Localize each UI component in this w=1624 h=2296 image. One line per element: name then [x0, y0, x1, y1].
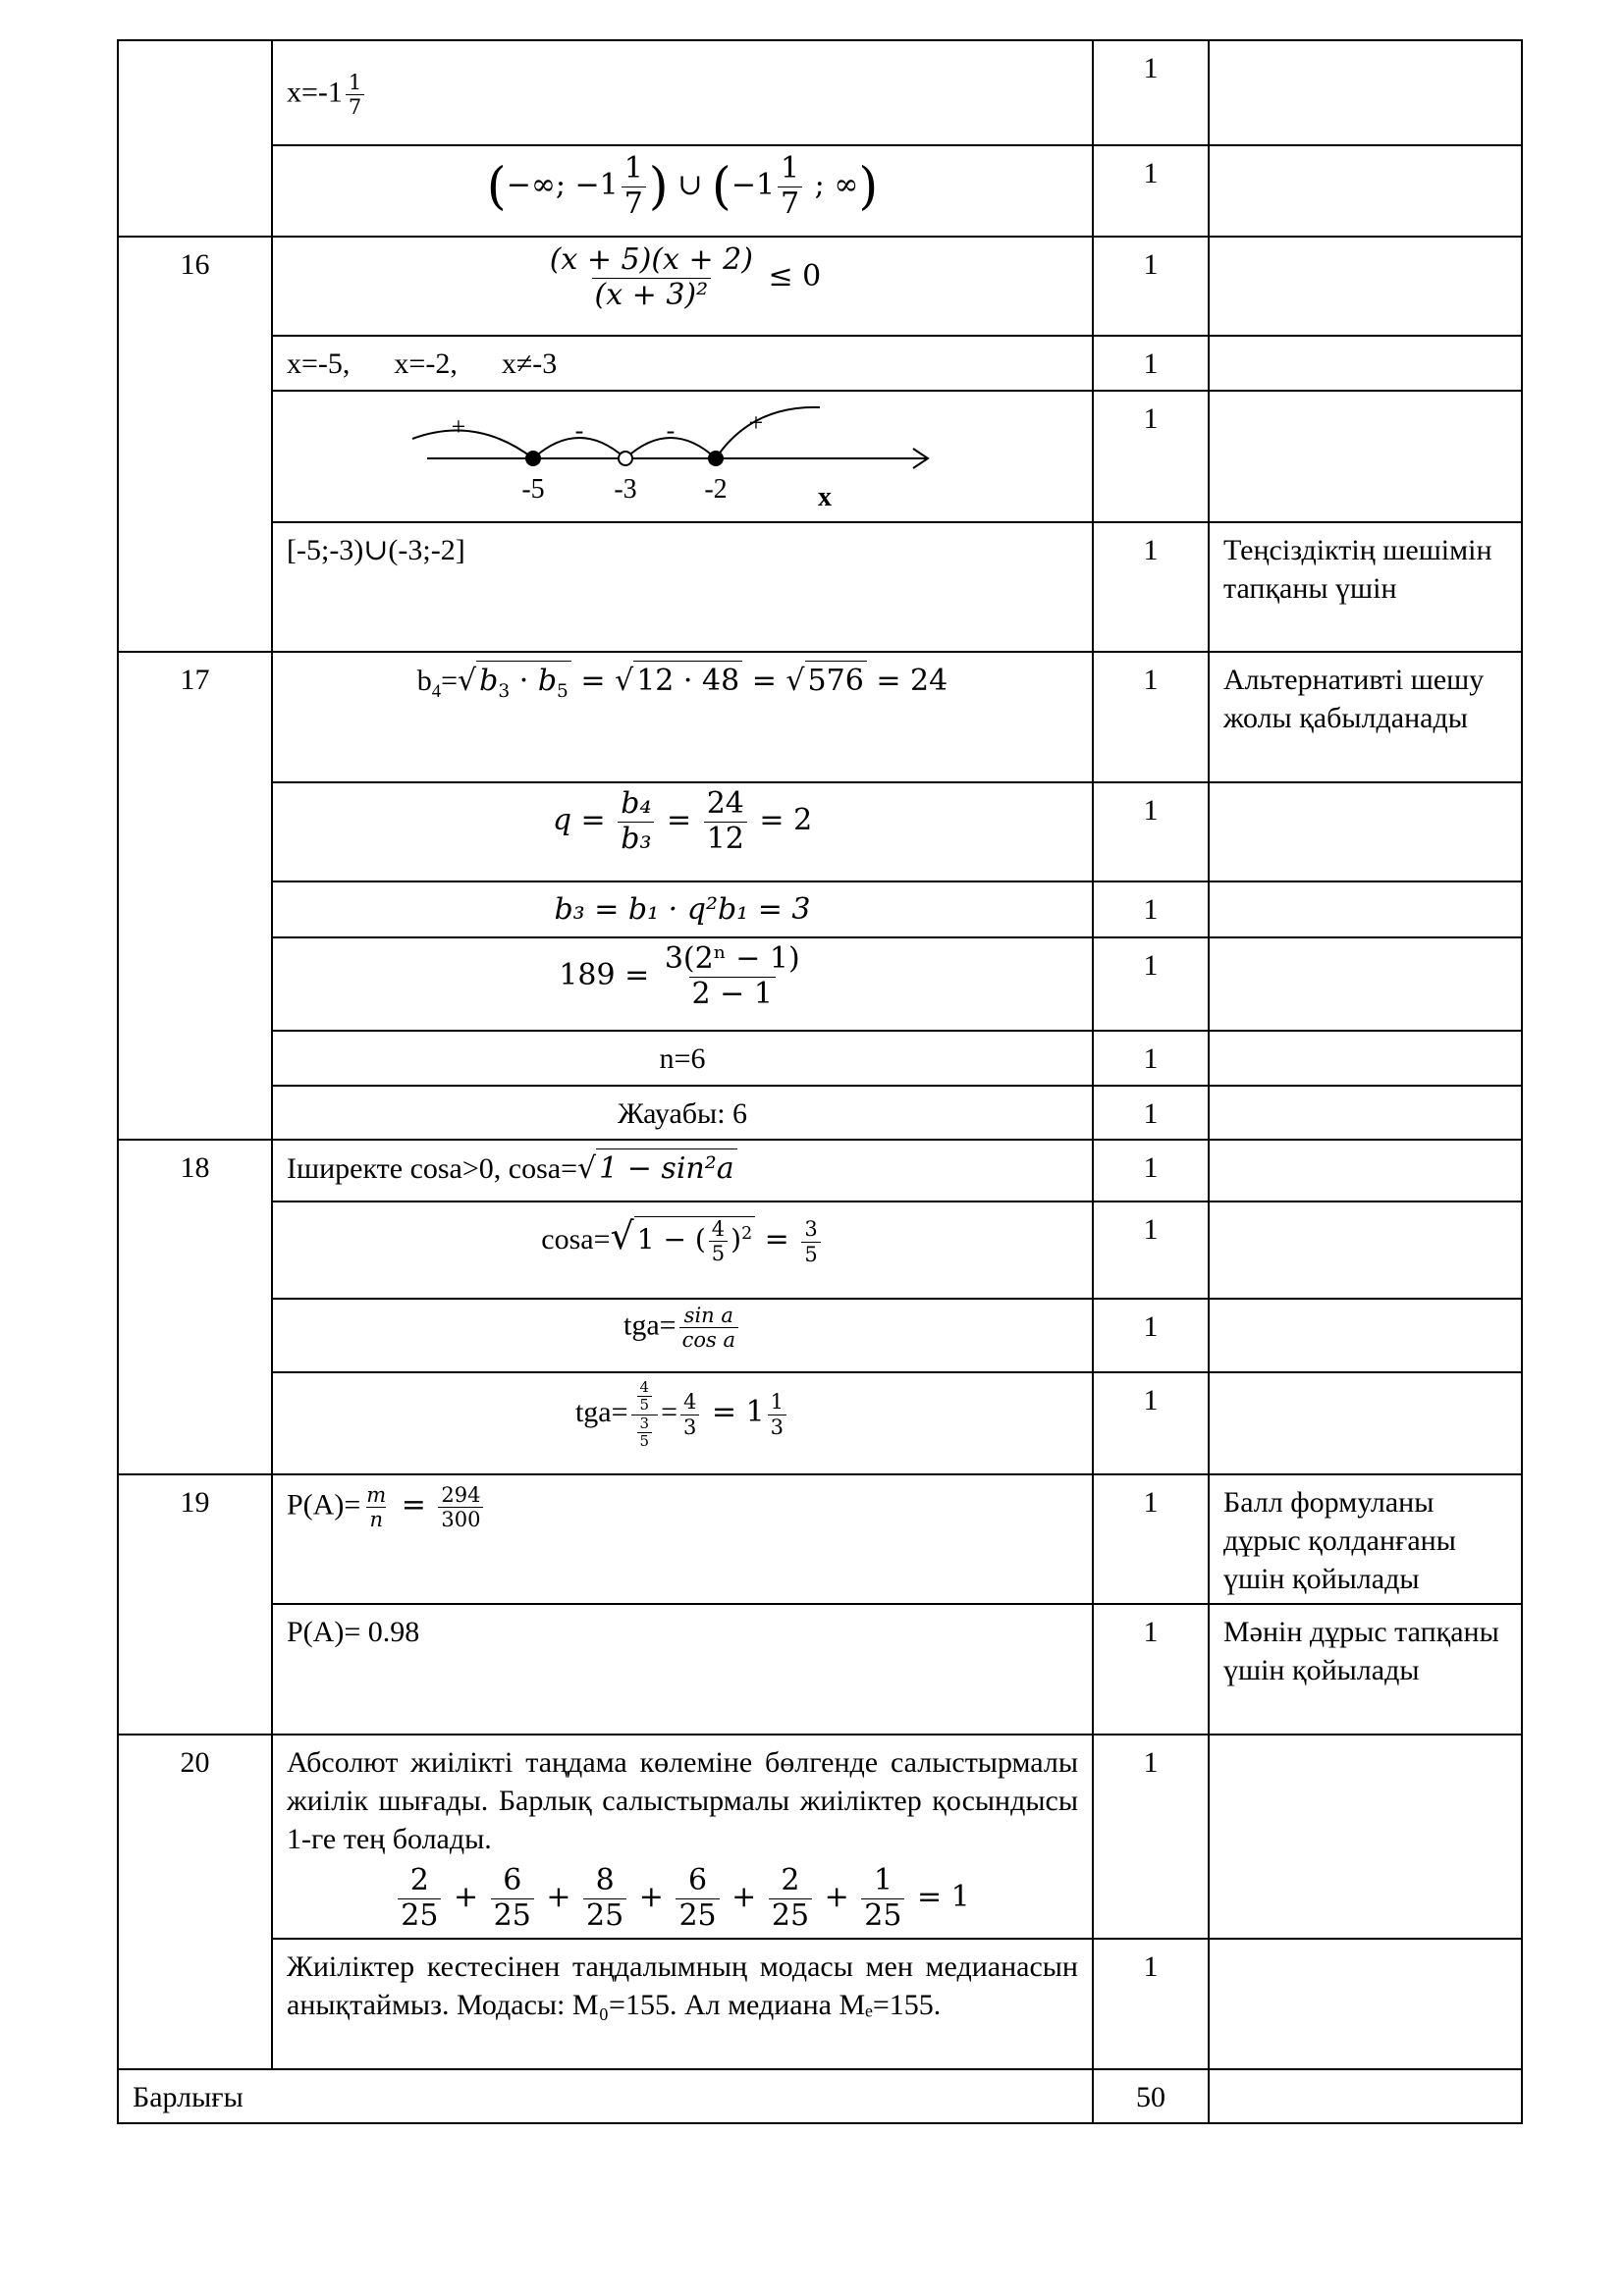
- note-cell: [1209, 881, 1522, 937]
- note-cell: [1209, 1031, 1522, 1086]
- fraction-sum: $\frac{2}{25}$ + $\frac{6}{25}$ + $\frac{8}{25}$ + $\frac{6}{25}$ + $\frac{2}{25}$ + $\frac{1}{25}$ = 1: [287, 1864, 1078, 1933]
- note-cell: [1209, 237, 1522, 336]
- note-cell: [1209, 1140, 1522, 1201]
- score-cell: 1: [1093, 1086, 1209, 1140]
- fraction: $\frac{1}{7}$: [622, 152, 646, 221]
- score-cell: 1: [1093, 782, 1209, 881]
- fraction: $\frac{(x + 5)(x + 2)}{\text{(x + 3)²}}$: [549, 242, 753, 312]
- solution-step: P(A)= 0.98: [272, 1604, 1093, 1735]
- solution-step: q = $\frac{\text{b₄}}{\text{b₃}}$ = $\frac{24}{12}$ = 2: [272, 782, 1093, 881]
- fraction: $\frac{1}{7}$: [778, 152, 802, 221]
- sign-label: -: [574, 416, 584, 445]
- score-cell: 1: [1093, 1299, 1209, 1372]
- note-cell: [1209, 40, 1522, 145]
- table-row: [118, 1939, 1522, 2069]
- task-number: 18: [118, 1140, 272, 1474]
- note-cell: [1209, 1735, 1522, 1939]
- note-cell: [1209, 2069, 1522, 2123]
- sqrt: √ 12 · 48: [615, 661, 742, 700]
- sign-arc: [412, 431, 533, 458]
- table-row: [118, 881, 1522, 937]
- solution-step: b₃ = b₁ · q²b₁ = 3: [272, 881, 1093, 937]
- solution-step: [-5;-3)∪(-3;-2]: [272, 522, 1093, 652]
- score-cell: 1: [1093, 652, 1209, 782]
- solution-step: tga= $\frac{\frac{4}{5}}{\frac{3}{5}}$ = $\frac{4}{3}$ = 1 $\frac{1}{3}$: [272, 1372, 1093, 1474]
- score-cell: 1: [1093, 522, 1209, 652]
- total-label: Барлығы: [118, 2069, 1093, 2123]
- table-row: [118, 652, 1522, 782]
- solution-step: Жауабы: 6: [272, 1086, 1093, 1140]
- sqrt: √ 1 − sin²a: [577, 1148, 737, 1188]
- open-point-icon: [619, 452, 632, 465]
- table-row: [118, 336, 1522, 391]
- score-cell: 1: [1093, 237, 1209, 336]
- point-label: -3: [614, 474, 637, 505]
- score-cell: 1: [1093, 1031, 1209, 1086]
- sign-label: -: [666, 416, 676, 445]
- table-row: [118, 1474, 1522, 1604]
- solution-step: $b_4=√$ $b_3 \cdot b_5$ = √ 12 · 48 = √ 576 = 24: [272, 652, 1093, 782]
- fraction: $\frac{24}{12}$: [704, 787, 747, 856]
- note-cell: Альтернативті шешу жолы қабылданады: [1209, 652, 1522, 782]
- table-row: [118, 40, 1522, 145]
- table-row: [118, 1086, 1522, 1140]
- sqrt: √ 576: [785, 661, 866, 700]
- table-row: [118, 1372, 1522, 1474]
- step-text: x=-1: [287, 76, 343, 109]
- score-cell: 1: [1093, 1372, 1209, 1474]
- solution-step: [272, 1735, 1093, 1939]
- task-number: 16: [118, 237, 272, 652]
- note-cell: Мәнін дұрыс тапқаны үшін қойылады: [1209, 1604, 1522, 1735]
- grading-table: [117, 39, 1523, 2124]
- point-label: -2: [704, 474, 728, 505]
- solution-step: P(A)= $\frac{m}{n}$ = $\frac{294}{300}$: [272, 1474, 1093, 1604]
- table-row: [118, 937, 1522, 1031]
- score-cell: 1: [1093, 1140, 1209, 1201]
- fraction: $\frac{1}{7}$: [346, 71, 364, 119]
- solution-step: Іширекте cosa>0, cosa=√ 1 − sin²a: [272, 1140, 1093, 1201]
- solution-step: $\frac{(x + 5)(x + 2)}{\text{(x + 3)²}}$ ≤ 0: [272, 237, 1093, 336]
- score-cell: 1: [1093, 336, 1209, 391]
- note-cell: [1209, 1299, 1522, 1372]
- note-cell: [1209, 336, 1522, 391]
- score-cell: 1: [1093, 145, 1209, 237]
- table-row: [118, 1604, 1522, 1735]
- fraction: $\frac{m}{n}$: [366, 1483, 387, 1532]
- filled-point-icon: [708, 451, 724, 466]
- task-number: 20: [118, 1735, 272, 2069]
- table-row: [118, 1735, 1522, 1939]
- sign-label: +: [451, 412, 466, 441]
- note-cell: [1209, 1086, 1522, 1140]
- fraction: $\frac{4}{5}$: [709, 1217, 728, 1265]
- solution-step: cosa=√ 1 − ( $\frac{4}{5}$ )$^2$ = $\frac{3}{5}$: [272, 1201, 1093, 1299]
- fraction: $\frac{\text{b₄}}{\text{b₃}}$: [618, 787, 654, 856]
- explanation-text: Абсолют жиілікті таңдама көлеміне бөлгенде салыстырмалы жиілік шығады. Барлық салыстырмалы жиіліктер қосындысы 1-ге тең болады.: [287, 1746, 1078, 1855]
- note-cell: [1209, 391, 1522, 522]
- solution-step: [272, 40, 1093, 145]
- number-line-diagram: [407, 396, 957, 513]
- score-cell: 1: [1093, 1939, 1209, 2069]
- note-cell: [1209, 1372, 1522, 1474]
- fraction: $\frac{294}{300}$: [438, 1483, 483, 1531]
- fraction: $\frac{\text{3(2ⁿ − 1)}}{2 - 1}$: [664, 941, 800, 1011]
- total-value: 50: [1093, 2069, 1209, 2123]
- note-cell: Теңсіздіктің шешімін тапқаны үшін: [1209, 522, 1522, 652]
- table-row: [118, 1299, 1522, 1372]
- fraction: $\frac{4}{3}$: [680, 1390, 699, 1438]
- task-number: 17: [118, 652, 272, 1140]
- fraction: $\frac{1}{3}$: [768, 1390, 786, 1438]
- score-cell: 1: [1093, 391, 1209, 522]
- table-row: [118, 391, 1522, 522]
- filled-point-icon: [525, 451, 541, 466]
- sign-label: +: [748, 408, 764, 437]
- score-cell: 1: [1093, 1604, 1209, 1735]
- table-row: [118, 522, 1522, 652]
- axis-label: x: [818, 482, 832, 512]
- table-row: [118, 782, 1522, 881]
- task-number-cell: [118, 40, 272, 237]
- fraction: $\frac{\frac{4}{5}}{\frac{3}{5}}$: [631, 1379, 659, 1450]
- score-cell: 1: [1093, 1474, 1209, 1604]
- table-row: [118, 1201, 1522, 1299]
- score-cell: 1: [1093, 937, 1209, 1031]
- table-row: [118, 145, 1522, 237]
- solution-step: [272, 391, 1093, 522]
- score-cell: 1: [1093, 1735, 1209, 1939]
- solution-step: tga= $\frac{\text{sin a}}{\text{cos a}}$: [272, 1299, 1093, 1372]
- sqrt: √ 1 − ( $\frac{4}{5}$ )$^2$: [611, 1212, 756, 1265]
- table-row: [118, 1140, 1522, 1201]
- note-cell: [1209, 145, 1522, 237]
- fraction: $\frac{3}{5}$: [801, 1217, 820, 1265]
- table-row: [118, 237, 1522, 336]
- solution-step: x=-5, x=-2, x≠-3: [272, 336, 1093, 391]
- score-cell: 1: [1093, 1201, 1209, 1299]
- task-number: 19: [118, 1474, 272, 1735]
- point-label: -5: [521, 474, 545, 505]
- score-cell: 1: [1093, 881, 1209, 937]
- solution-step: Жиіліктер кестесінен таңдалымның модасы мен медианасын анықтаймыз. Модасы: M₀=155. Ал медиана Mₑ=155.: [272, 1939, 1093, 2069]
- note-cell: [1209, 1201, 1522, 1299]
- sign-arc: [716, 407, 820, 458]
- fraction: $\frac{\text{sin a}}{\text{cos a}}$: [679, 1304, 738, 1352]
- table-row: [118, 1031, 1522, 1086]
- note-cell: [1209, 782, 1522, 881]
- note-cell: [1209, 1939, 1522, 2069]
- solution-step: (−∞; −1 $\frac{1}{7}$ ) ∪ (−1 $\frac{1}{7}$ ; ∞): [272, 145, 1093, 237]
- solution-step: n=6: [272, 1031, 1093, 1086]
- solution-step: 189 = $\frac{\text{3(2ⁿ − 1)}}{2 - 1}$: [272, 937, 1093, 1031]
- note-cell: [1209, 937, 1522, 1031]
- note-cell: Балл формуланы дұрыс қолданғаны үшін қойылады: [1209, 1474, 1522, 1604]
- total-row: [118, 2069, 1522, 2123]
- score-cell: 1: [1093, 40, 1209, 145]
- sqrt: √ $b_3 \cdot b_5$: [458, 661, 571, 704]
